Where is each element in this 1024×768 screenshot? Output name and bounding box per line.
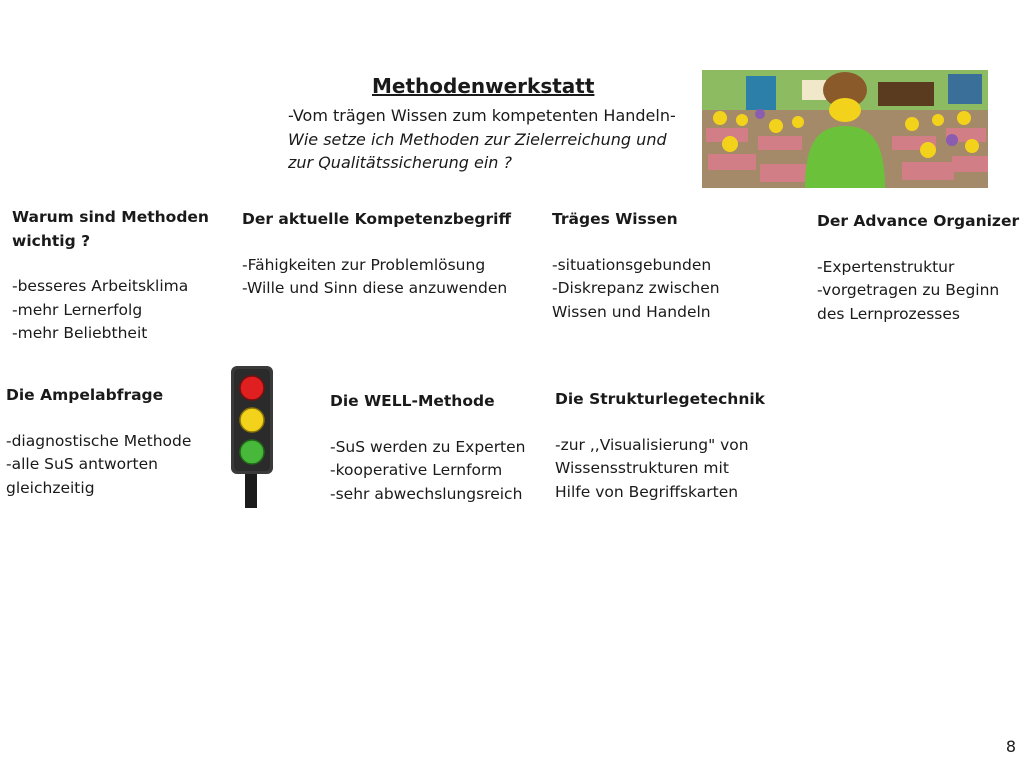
block-warum-methoden	[12, 206, 209, 346]
list-item: des Lernprozesses	[817, 304, 960, 323]
list-item: -mehr Lernerfolg	[12, 300, 143, 319]
list-item: Wissensstrukturen mit	[555, 459, 729, 477]
block-heading: Der Advance Organizer	[817, 212, 1020, 230]
block-heading: wichtig ?	[12, 231, 91, 250]
list-item: Hilfe von Begriffskarten	[555, 482, 739, 501]
block-advance-organizer	[817, 210, 1019, 326]
block-heading: Warum sind Methoden	[12, 208, 209, 226]
list-item: gleichzeitig	[6, 478, 95, 497]
guiding-question-line-1: Wie setze ich Methoden zur Zielerreichung und	[288, 130, 667, 149]
guiding-question	[288, 128, 667, 174]
list-item: -Wille und Sinn diese anzuwenden	[242, 279, 508, 297]
guiding-question-line-2: zur Qualitätssicherung ein ?	[288, 153, 512, 172]
block-traeges-wissen	[552, 208, 720, 324]
block-strukturlegetechnik	[555, 388, 765, 504]
block-heading: Träges Wissen	[552, 210, 678, 228]
list-item: -sehr abwechslungsreich	[330, 484, 523, 503]
list-item: -Fähigkeiten zur Problemlösung	[242, 255, 486, 274]
block-heading: Die WELL-Methode	[330, 392, 495, 410]
list-item: -besseres Arbeitsklima	[12, 277, 189, 295]
slide-subtitle: -Vom trägen Wissen zum kompetenten Handeln-	[288, 106, 676, 125]
list-item: -Diskrepanz zwischen	[552, 279, 720, 297]
slide-title: Methodenwerkstatt	[372, 74, 595, 98]
classroom-cartoon-image	[702, 70, 988, 188]
list-item: -zur ,,Visualisierung" von	[555, 435, 749, 454]
block-ampelabfrage	[6, 384, 191, 500]
list-item: -kooperative Lernform	[330, 461, 503, 479]
list-item: -vorgetragen zu Beginn	[817, 281, 1000, 299]
list-item: -Expertenstruktur	[817, 257, 955, 276]
classroom-illustration	[702, 70, 988, 188]
list-item: -mehr Beliebtheit	[12, 324, 148, 342]
list-item: -diagnostische Methode	[6, 431, 192, 450]
block-heading: Die Ampelabfrage	[6, 386, 164, 404]
block-kompetenzbegriff	[242, 208, 511, 301]
block-well-methode	[330, 390, 526, 506]
page-number: 8	[1005, 737, 1016, 756]
list-item: -SuS werden zu Experten	[330, 437, 526, 456]
list-item: Wissen und Handeln	[552, 302, 711, 321]
list-item: -situationsgebunden	[552, 255, 712, 274]
traffic-light-icon	[226, 362, 278, 508]
list-item: -alle SuS antworten	[6, 455, 158, 473]
block-heading: Die Strukturlegetechnik	[555, 390, 765, 408]
block-heading: Der aktuelle Kompetenzbegriff	[242, 210, 512, 228]
